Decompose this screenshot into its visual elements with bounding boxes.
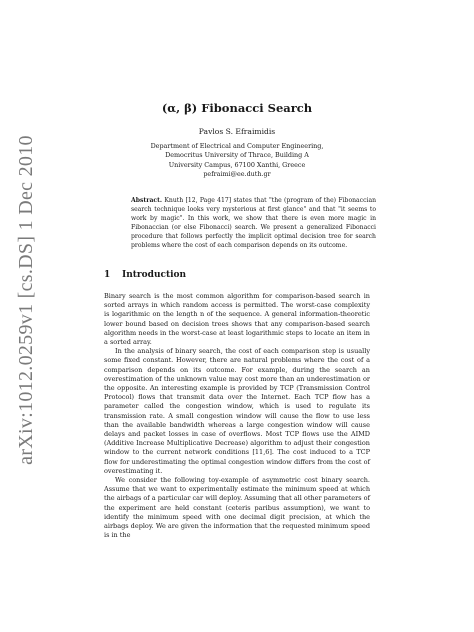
affiliation-line: University Campus, 67100 Xanthi, Greece bbox=[168, 160, 306, 169]
affiliation-line: Democritus University of Thrace, Building A bbox=[165, 151, 309, 160]
author-email: pefraimi@ee.duth.gr bbox=[203, 169, 271, 178]
paragraph: Binary search is the most common algorithm for comparison-based search in sorted arrays in which random access is permitted. The worst-case complexity is logarithmic on the length n of the sequence. A general information-theoretic lower bound based on decision trees shows that any comparison-based search algorithm needs in the worst-case at least logarithmic steps to locate an item in a sorted array. bbox=[104, 292, 370, 347]
paper-title: (α, β) Fibonacci Search bbox=[161, 101, 313, 115]
abstract-text: Knuth [12, Page 417] states that "the (program of the) Fibonaccian search technique looks very mysterious at first glance" and that "it seems to work by magic". In this work, we show that there is even more magic in Fibonaccian (or else Fibonacci) search. We present a generalized Fibonacci procedure that follows perfectly the implicit optimal decision tree for search problems where the cost of each comparison depends on its outcome. bbox=[131, 197, 377, 249]
paragraph: In the analysis of binary search, the cost of each comparison step is usually some fixed constant. However, there are natural problems where the cost of a comparison depends on its outcome. For example, during the search an overestimation of the unknown value may cost more than an underestimation or the opposite. An interesting example is provided by TCP (Transmission Control Protocol) flows that transmit data over the Internet. Each TCP flow has a parameter called the congestion window, which is used to regulate its transmission rate. A small congestion window will cause the flow to use less than the available bandwidth whereas a large congestion window will cause delays and packet losses in case of overflows. Most TCP flows use the AIMD (Additive Increase Multiplicative Decrease) algorithm to adjust their congestion window to the current network conditions [11,6]. The cost induced to a TCP flow for underestimating the optimal congestion window differs from the cost of overestimating it. bbox=[104, 347, 370, 475]
affiliation-block bbox=[0, 142, 474, 179]
paragraph: We consider the following toy-example of asymmetric cost binary search. Assume that we want to experimentally estimate the minimum speed at which the airbags of a particular car will deploy. Assuming that all other parameters of the experiment are held constant (ceteris paribus assumption), we want to identify the minimum speed with one decimal digit precision, at which the airbags deploy. We are given the information that the requested minimum speed is in the bbox=[104, 476, 370, 540]
affiliation-line: Department of Electrical and Computer Engineering, bbox=[150, 142, 324, 150]
section-number: 1 bbox=[104, 270, 111, 280]
author-name: Pavlos S. Efraimidis bbox=[198, 127, 276, 136]
arxiv-identifier: arXiv:1012.0259v1 [cs.DS] 1 Dec 2010 bbox=[15, 135, 37, 465]
section-heading bbox=[104, 270, 186, 281]
abstract bbox=[131, 196, 376, 250]
body-text bbox=[104, 292, 370, 540]
section-title: Introduction bbox=[122, 270, 187, 280]
abstract-label: Abstract. bbox=[131, 197, 163, 204]
